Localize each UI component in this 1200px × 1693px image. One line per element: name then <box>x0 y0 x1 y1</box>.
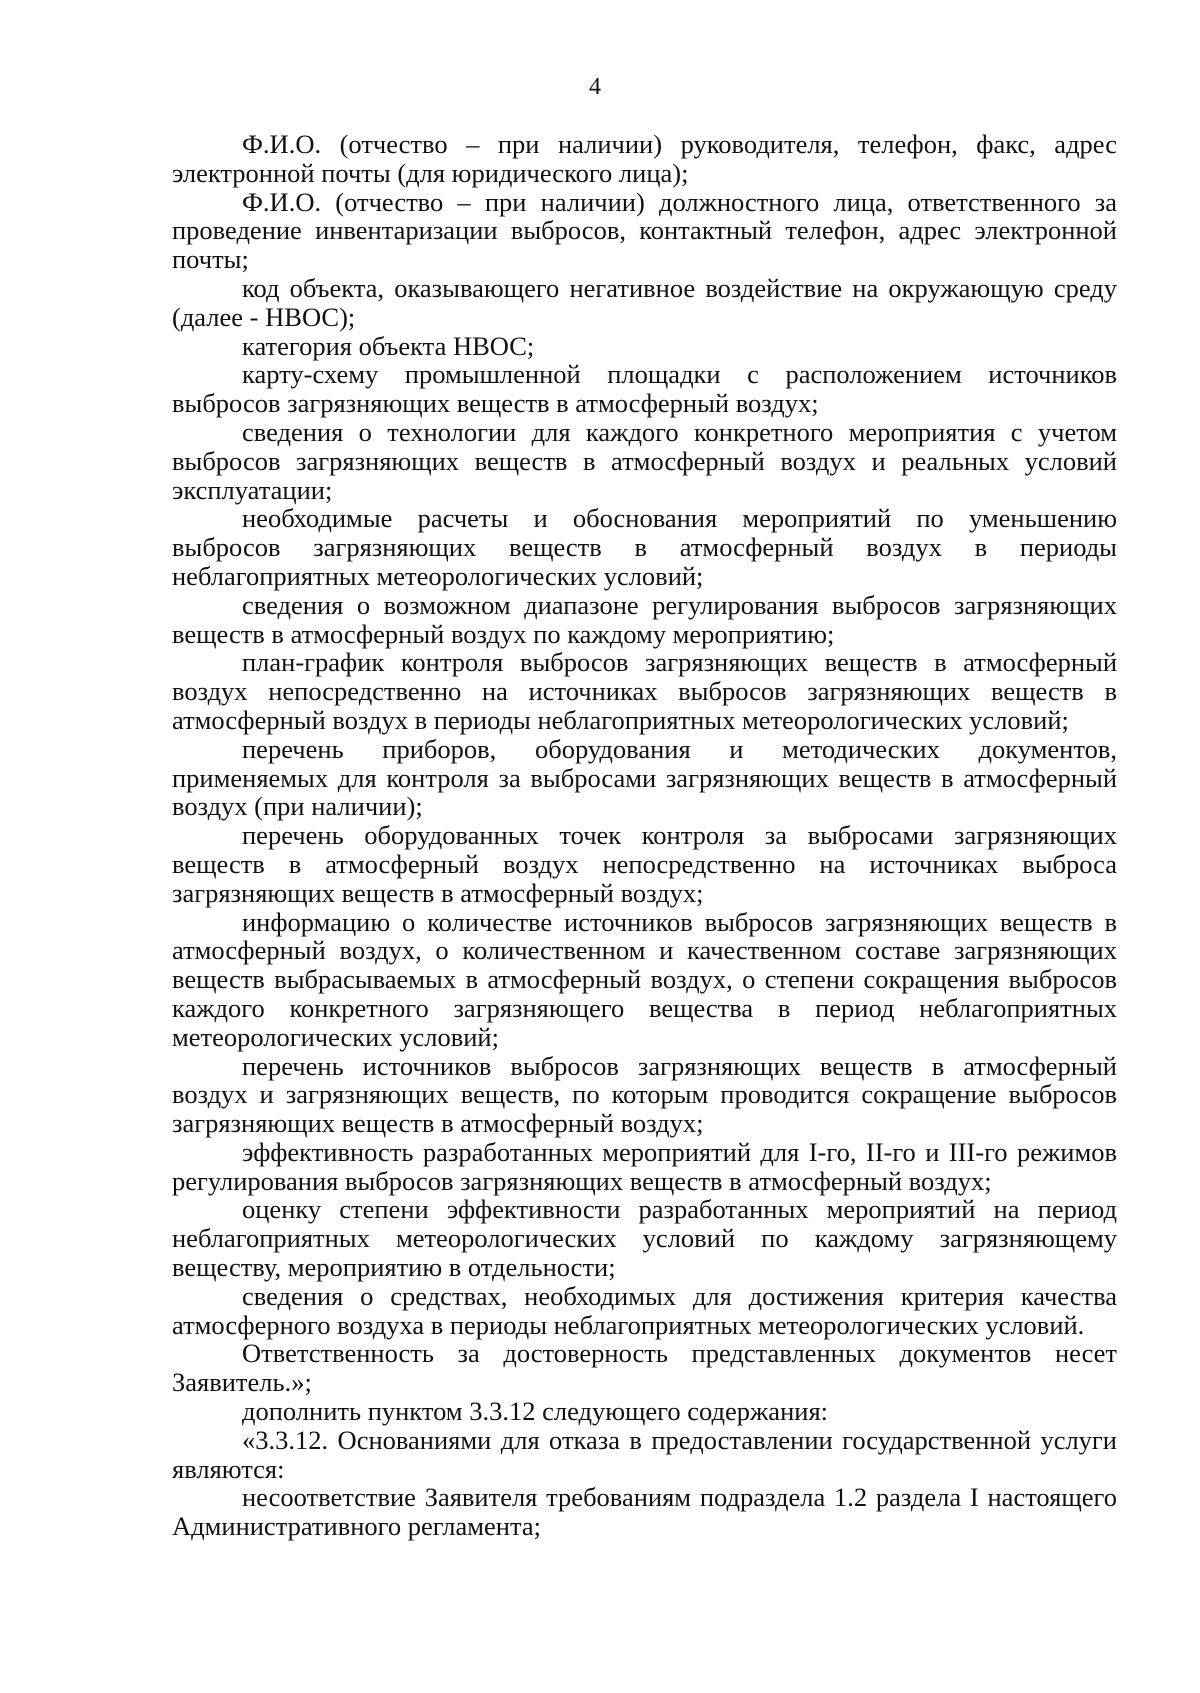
paragraph-sources-info: информацию о количестве источников выбросов загрязняющих веществ в атмосферный воздух, о количественном и качественном составе загрязняющих веществ выбрасываемых в атмосферный воздух, о степени сокращения выбросов каждого конкретного загрязняющего вещества в период неблагоприятных метеорологических условий; <box>172 906 1117 1052</box>
paragraph-refusal-grounds: «3.3.12. Основаниями для отказа в предоставлении государственной услуги являются: <box>172 1424 1117 1484</box>
page-number: 4 <box>589 74 601 100</box>
paragraph-nonconformity: несоответствие Заявителя требованиям подраздела 1.2 раздела I настоящего Административного регламента; <box>172 1482 1117 1542</box>
paragraph-means-info: сведения о средствах, необходимых для достижения критерия качества атмосферного воздуха в периоды неблагоприятных метеорологических условий. <box>172 1280 1117 1340</box>
paragraph-efficiency-assessment: оценку степени эффективности разработанных мероприятий на период неблагоприятных метеорологических условий по каждому загрязняющему веществу, мероприятию в отдельности; <box>172 1194 1117 1283</box>
paragraph-control-schedule: план-график контроля выбросов загрязняющих веществ в атмосферный воздух непосредственно на источниках выбросов загрязняющих веществ в атмосферный воздух в периоды неблагоприятных метеорологических условий; <box>172 647 1117 735</box>
paragraph-responsibility: Ответственность за достоверность представленных документов несет Заявитель.»; <box>172 1338 1117 1398</box>
paragraph-responsible-person: Ф.И.О. (отчество – при наличии) должностного лица, ответственного за проведение инвентаризации выбросов, контактный телефон, адрес электронной почты; <box>172 186 1117 275</box>
paragraph-object-category: категория объекта НВОС; <box>242 330 535 361</box>
paragraph-control-points: перечень оборудованных точек контроля за выбросами загрязняющих веществ в атмосферный воздух непосредственно на источниках выброса загрязняющих веществ в атмосферный воздух; <box>172 820 1117 908</box>
paragraph-sources-list: перечень источников выбросов загрязняющих веществ в атмосферный воздух и загрязняющих веществ, по которым проводится сокращение выбросов загрязняющих веществ в атмосферный воздух; <box>172 1050 1117 1139</box>
paragraph-efficiency: эффективность разработанных мероприятий для I-го, II-го и III-го режимов регулирования выбросов загрязняющих веществ в атмосферный воздух; <box>172 1136 1117 1196</box>
paragraph-regulation-range: сведения о возможном диапазоне регулирования выбросов загрязняющих веществ в атмосферный воздух по каждому мероприятию; <box>172 589 1117 649</box>
paragraph-head-contact: Ф.И.О. (отчество – при наличии) руководителя, телефон, факс, адрес электронной почты (для юридического лица); <box>172 129 1117 188</box>
document-body <box>172 130 1117 1541</box>
paragraph-calculations: необходимые расчеты и обоснования мероприятий по уменьшению выбросов загрязняющих веществ в атмосферный воздух в периоды неблагоприятных метеорологических условий; <box>172 503 1117 591</box>
paragraph-instruments-list: перечень приборов, оборудования и методических документов, применяемых для контроля за выбросами загрязняющих веществ в атмосферный воздух (при наличии); <box>172 733 1117 822</box>
paragraph-site-map: карту-схему промышленной площадки с расположением источников выбросов загрязняющих веществ в атмосферный воздух; <box>172 359 1117 419</box>
paragraph-object-code: код объекта, оказывающего негативное воздействие на окружающую среду (далее - НВОС); <box>172 272 1117 332</box>
paragraph-technology-info: сведения о технологии для каждого конкретного мероприятия с учетом выбросов загрязняющих веществ в атмосферный воздух и реальных условий эксплуатации; <box>172 416 1117 505</box>
paragraph-amendment: дополнить пунктом 3.3.12 следующего содержания: <box>242 1396 828 1427</box>
